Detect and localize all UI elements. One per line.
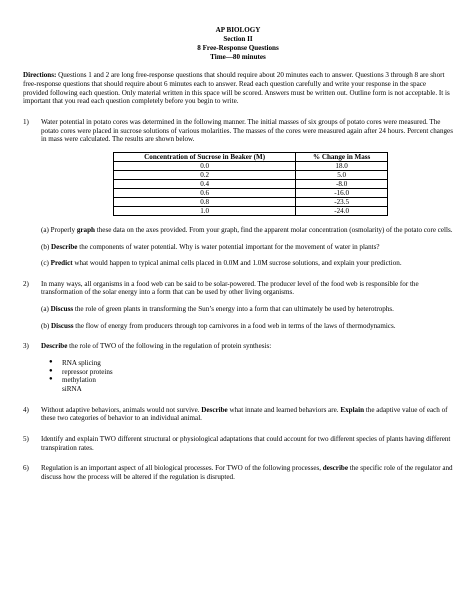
question-6-text <box>41 464 453 481</box>
regulation-factor-list <box>41 359 453 394</box>
question-5-text: Identify and explain TWO different structural or physiological adaptations that could account for two different species of plants having different transpiration rates. <box>41 434 451 452</box>
list-item-text: siRNA <box>62 384 82 393</box>
question-3-text <box>41 342 453 351</box>
directions-text: Questions 1 and 2 are long free-response questions that should require about 20 minutes each to answer. Questions 3 through 8 are short free-response questions that should require about 6 minutes each to answer. Read each question carefully and write your response in the space provided following each question. Only material written in this space will be scored. Answers must be written out. Outline form is not acceptable. It is important that you read each question completely before you begin to write. <box>23 71 450 106</box>
question-count: 8 Free-Response Questions <box>197 43 279 52</box>
table-cell: -24.0 <box>296 206 388 215</box>
table-header-row <box>114 152 388 161</box>
table-cell: 18.0 <box>296 161 388 170</box>
question-5 <box>23 435 453 452</box>
part-text: the flow of energy from producers through top carnivores in a food web in terms of the laws of thermodynamics. <box>73 321 396 330</box>
table-cell: 0.2 <box>114 170 296 179</box>
part-label: (c) <box>41 259 51 268</box>
task-verb: describe <box>322 464 349 473</box>
question-4 <box>23 406 453 423</box>
question-2-part-b <box>41 322 453 331</box>
table-row <box>114 170 388 179</box>
list-item-text: repressor proteins <box>62 367 113 376</box>
list-item-text: methylation <box>62 376 96 385</box>
question-1 <box>23 118 453 268</box>
task-verb: Predict <box>50 259 73 268</box>
question-number: 2) <box>23 279 29 288</box>
task-verb: graph <box>76 225 95 234</box>
question-number: 5) <box>23 434 29 443</box>
question-1-intro: Water potential in potato cores was determined in the following manner. The initial masses of six groups of potato cores were measured. The potato cores were placed in sucrose solutions of various molarities. The masses of the cores were measured again after 24 hours. Percent changes in mass were calculated. The results are shown below. <box>41 118 453 144</box>
question-3 <box>23 342 453 393</box>
table-row <box>114 206 388 215</box>
list-item <box>47 376 453 385</box>
part-label: (a) Properly <box>41 225 77 234</box>
table-cell: 5.0 <box>296 170 388 179</box>
question-2-intro: In many ways, all organisms in a food web can be said to be solar-powered. The producer level of the food web is responsible for the transformation of the solar energy into a form that can be used by other living organisms. <box>41 279 419 297</box>
table-cell: -8.0 <box>296 179 388 188</box>
table-row <box>114 161 388 170</box>
question-2-part-a <box>41 305 453 314</box>
question-text: Regulation is an important aspect of all biological processes. For TWO of the following processes, <box>41 464 323 473</box>
question-1-part-c <box>41 259 453 268</box>
course-title: AP BIOLOGY <box>215 26 261 34</box>
table-cell: 0.4 <box>114 179 296 188</box>
table-cell: -23.5 <box>296 197 388 206</box>
question-number: 1) <box>23 118 29 126</box>
directions-label: Directions: <box>23 71 57 80</box>
question-number: 3) <box>23 342 29 351</box>
task-verb: Describe <box>51 242 78 251</box>
table-cell: 0.0 <box>114 161 296 170</box>
part-text: these data on the axes provided. From your graph, find the apparent molar concentration (osmolarity) of the potato core cells. <box>95 225 453 234</box>
task-verb: Explain <box>340 405 365 414</box>
part-label: (b) <box>41 242 52 251</box>
column-header-concentration: Concentration of Sucrose in Beaker (M) <box>114 152 296 161</box>
table-cell: 0.6 <box>114 188 296 197</box>
part-text: what would happen to typical animal cells placed in 0.0M and 1.0M sucrose solutions, and explain your prediction. <box>72 259 402 268</box>
table-cell: 0.8 <box>114 197 296 206</box>
part-text: the components of water potential. Why is water potential important for the movement of water in plants? <box>77 242 380 251</box>
part-label: (a) <box>41 305 51 314</box>
document-header <box>23 26 453 61</box>
question-2 <box>23 280 453 331</box>
question-text: the role of TWO of the following in the regulation of protein synthesis: <box>67 342 272 351</box>
question-text: the adaptive value of each of these two categories of behavior to an individual animal. <box>41 405 448 423</box>
task-verb: Describe <box>201 405 228 414</box>
table-row <box>114 179 388 188</box>
question-number: 4) <box>23 405 29 414</box>
question-number: 6) <box>23 464 29 473</box>
table-row <box>114 188 388 197</box>
question-6 <box>23 464 453 481</box>
question-4-text <box>41 406 453 423</box>
table-row <box>114 197 388 206</box>
list-item <box>47 385 453 394</box>
list-item <box>47 368 453 377</box>
directions-paragraph <box>23 71 453 106</box>
task-verb: Discuss <box>51 321 74 330</box>
part-text: the role of green plants in transforming the Sun’s energy into a form that can ultimately be used by heterotrophs. <box>73 305 394 314</box>
column-header-mass-change: % Change in Mass <box>296 152 388 161</box>
question-text: what innate and learned behaviors are. <box>227 405 341 414</box>
sucrose-data-table <box>113 152 388 216</box>
table-cell: 1.0 <box>114 206 296 215</box>
list-item-text: RNA splicing <box>62 359 101 368</box>
task-verb: Describe <box>41 342 68 351</box>
document-page <box>23 26 453 493</box>
question-1-part-a <box>41 226 453 235</box>
part-label: (b) <box>41 321 52 330</box>
bullet-icon: ● <box>49 359 53 366</box>
time-limit: Time—80 minutes <box>210 52 266 61</box>
task-verb: Discuss <box>50 305 74 314</box>
bullet-icon: ● <box>49 376 53 383</box>
question-text: Without adaptive behaviors, animals would not survive. <box>41 405 202 414</box>
question-1-part-b <box>41 243 453 252</box>
question-text: the specific role of the regulator and discuss how the process will be altered if the regulation is disrupted. <box>41 464 453 481</box>
bullet-icon: ● <box>49 367 53 374</box>
list-item <box>47 359 453 368</box>
section-title: Section II <box>223 34 253 43</box>
table-cell: -16.0 <box>296 188 388 197</box>
